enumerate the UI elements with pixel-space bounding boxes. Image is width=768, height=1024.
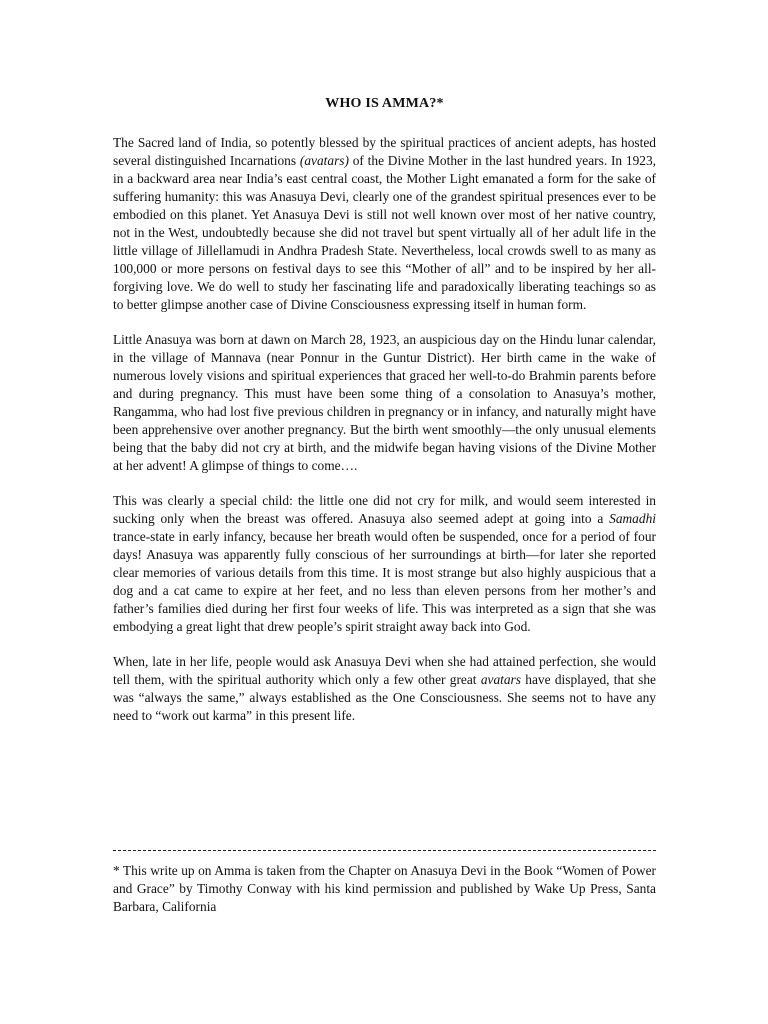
paragraph (113, 653, 656, 725)
paragraph (113, 331, 656, 475)
text-run: have displayed, that she was “always the same,” always established as the One Consciousness. She seems not to have any need to “work out karma” in this present life. (113, 672, 656, 723)
italic-term: Samadhi (609, 511, 656, 526)
paragraphs-container (113, 134, 656, 725)
text-run: When, late in her life, people would ask Anasuya Devi when she had attained perfection, she would tell them, with the spiritual authority which only a few other great (113, 654, 656, 687)
footnote-separator (113, 850, 656, 851)
text-run: Little Anasuya was born at dawn on March 28, 1923, an auspicious day on the Hindu lunar calendar, in the village of Mannava (near Ponnur in the Guntur District). Her birth came in the wake of numerous lovely visions and spiritual experiences that graced her well-to-do Brahmin parents before and during pregnancy. This must have been some thing of a consolation to Anasuya’s mother, Rangamma, who had lost five previous children in pregnancy or in infancy, and naturally might have been apprehensive over another pregnancy. But the birth went smoothly—the only unusual elements being that the baby did not cry at birth, and the midwife began having visions of the Divine Mother at her advent! A glimpse of things to come…. (113, 332, 656, 473)
paragraph (113, 134, 656, 314)
document-title: WHO IS AMMA?* (325, 96, 444, 111)
italic-term: avatars (480, 672, 521, 687)
footnote: * This write up on Amma is taken from the Chapter on Anasuya Devi in the Book “Women of Power and Grace” by Timothy Conway with his kind permission and published by Wake Up Press, Santa Barbara, California (113, 863, 656, 914)
text-run: This was clearly a special child: the little one did not cry for milk, and would seem interested in sucking only when the breast was offered. Anasuya also seemed adept at going into a (113, 493, 656, 526)
text-run: trance-state in early infancy, because her breath would often be suspended, once for a period of four days! Anasuya was apparently fully conscious of her surroundings at birth—for later she reported clear memories of various details from this time. It is most strange but also highly auspicious that a dog and a cat came to expire at her feet, and no less than eleven persons from her mother’s and father’s families died during her first four weeks of life. This was interpreted as a sign that she was embodying a great light that drew people’s spirit straight away back into God. (113, 529, 656, 634)
paragraph (113, 492, 656, 636)
document-body (113, 95, 656, 742)
italic-term: (avatars) (299, 153, 349, 168)
text-run: The Sacred land of India, so potently blessed by the spiritual practices of ancient adepts, has hosted several distinguished Incarnations (113, 135, 656, 168)
text-run: of the Divine Mother in the last hundred years. In 1923, in a backward area near India’s east central coast, the Mother Light emanated a form for the sake of suffering humanity: this was Anasuya Devi, clearly one of the grandest spiritual presences ever to be embodied on this planet. Yet Anasuya Devi is still not well known over most of her native country, not in the West, undoubtedly because she did not travel but spent virtually all of her adult life in the little village of Jillellamudi in Andhra Pradesh State. Nevertheless, local crowds swell to as many as 100,000 or more persons on festival days to see this “Mother of all” and to be inspired by her all-forgiving love. We do well to study her fascinating life and paradoxically liberating teachings so as to better glimpse another case of Divine Consciousness expressing itself in human form. (113, 153, 657, 312)
